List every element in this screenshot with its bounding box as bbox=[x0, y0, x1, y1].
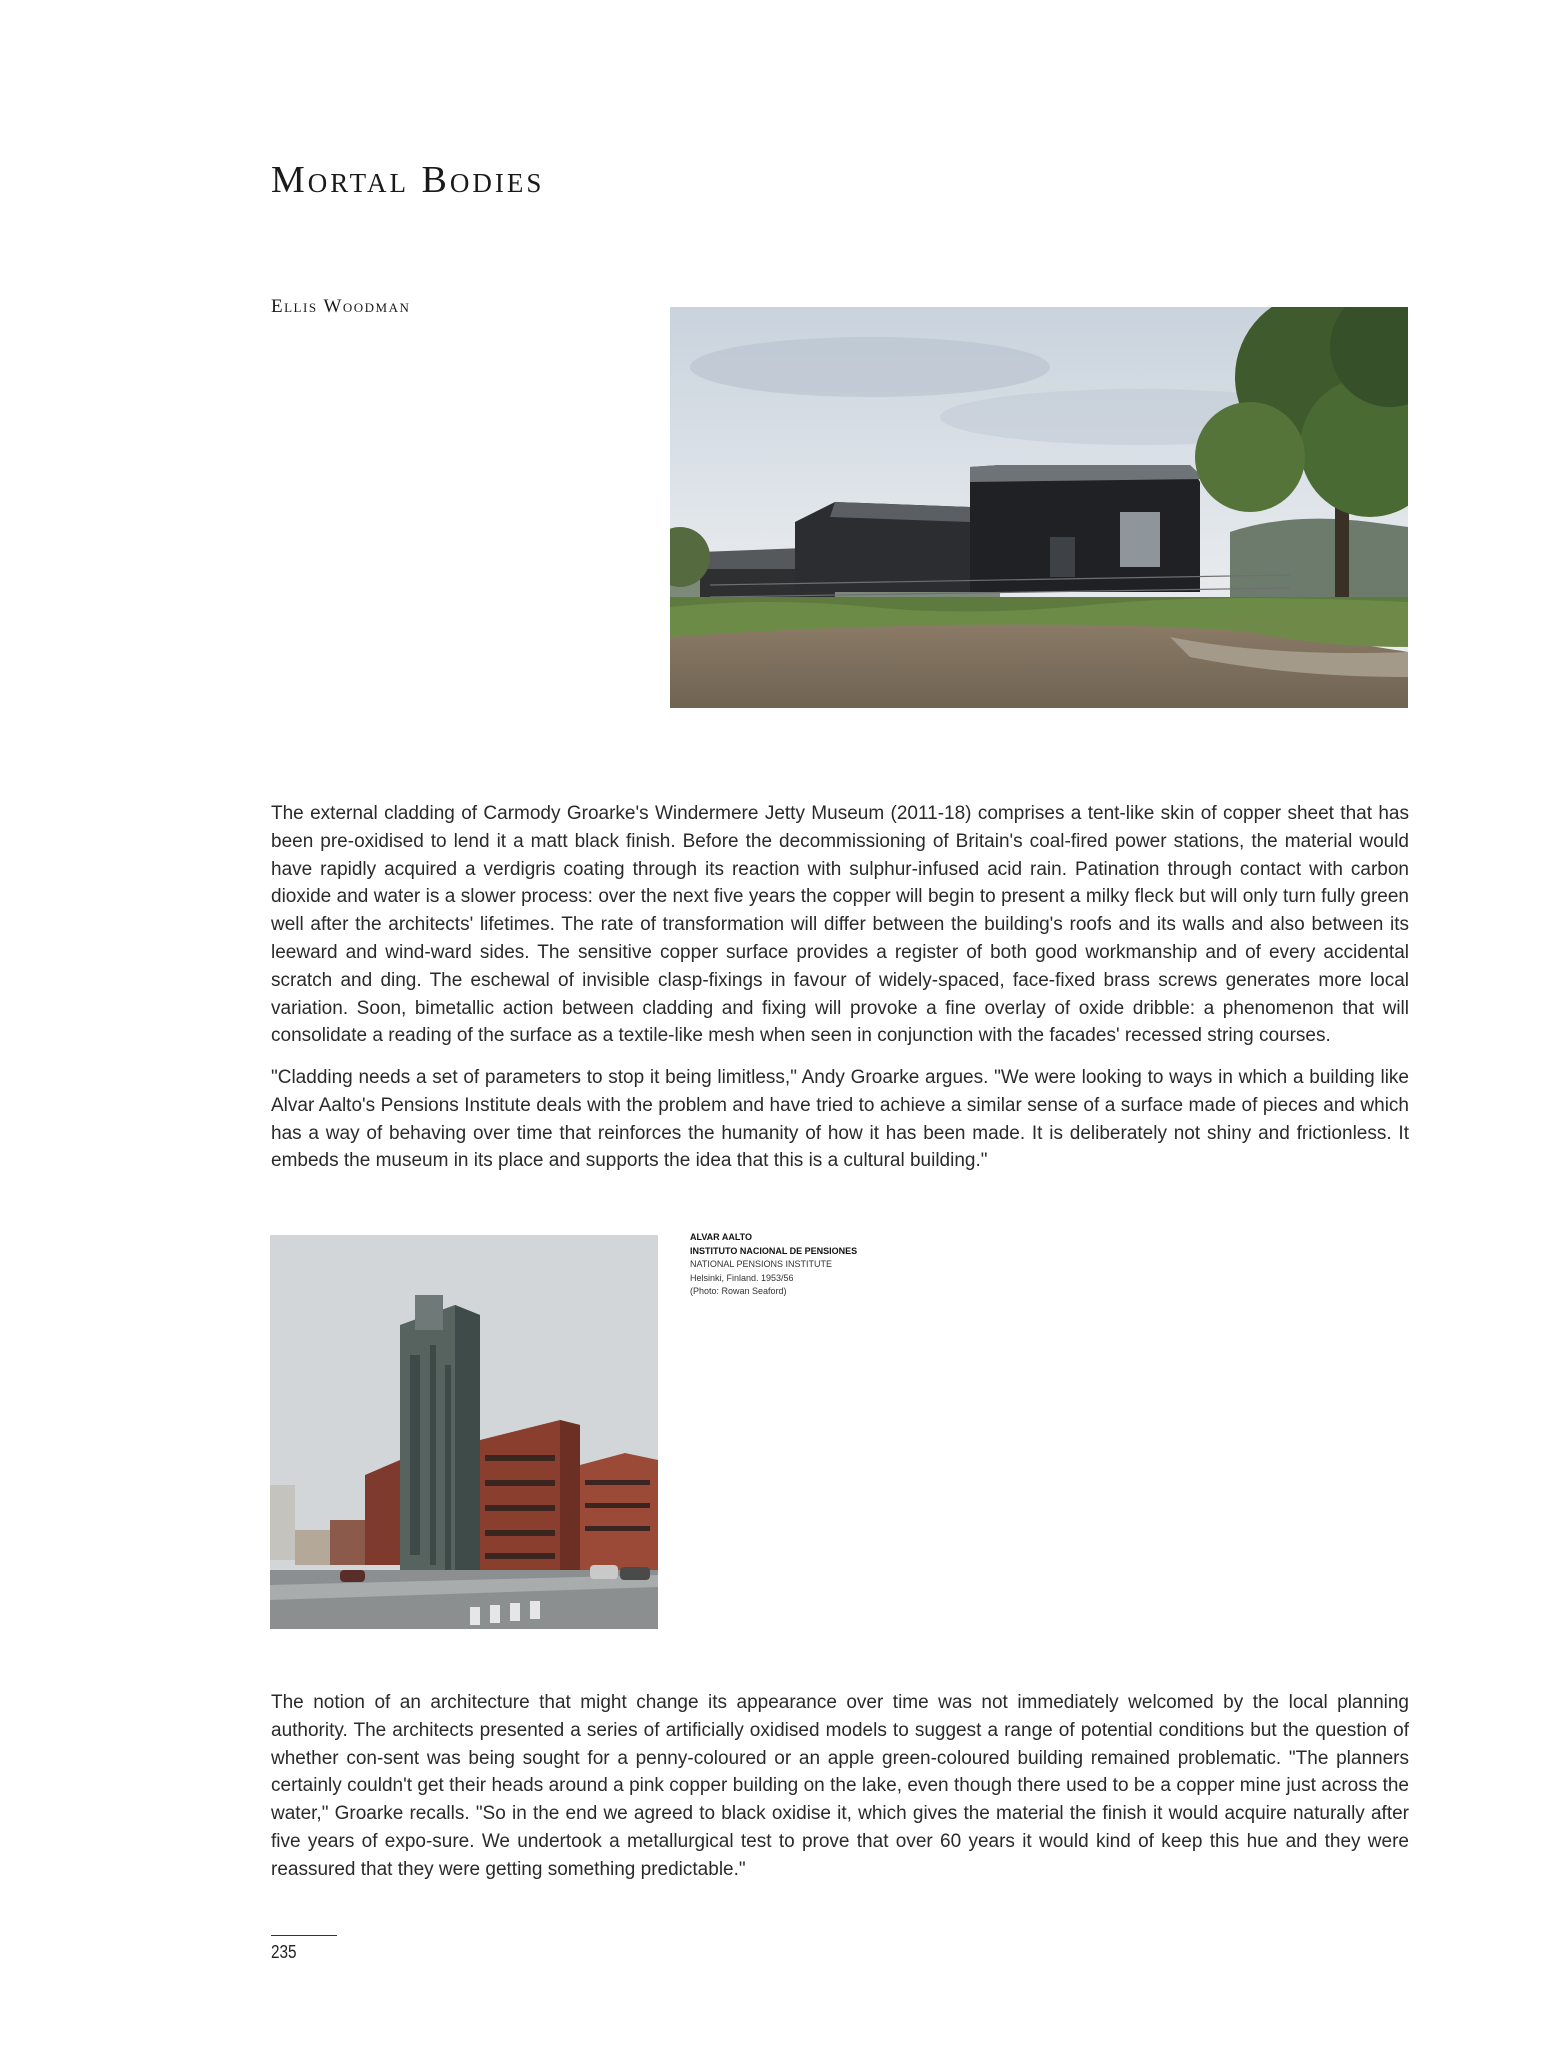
caption-architect: ALVAR AALTO bbox=[690, 1232, 752, 1242]
windermere-museum-photo bbox=[670, 307, 1408, 708]
page-number: 235 bbox=[271, 1942, 297, 1962]
photo-caption bbox=[690, 1231, 950, 1299]
body-paragraph: The external cladding of Carmody Groarke's Windermere Jetty Museum (2011-18) comprises a tent-like skin of copper sheet that has been pre-oxidised to lend it a matt black finish. Before the decommissioning of Britain's coal-fired power stations, the material would have rapidly acquired a verdigris coating through its reaction with sulphur-infused acid rain. Patination through contact with carbon dioxide and water is a slower process: over the next five years the copper will begin to present a milky fleck but will only turn fully green well after the architects' lifetimes. The rate of transformation will differ between the building's roofs and its walls and also between its leeward and wind-ward sides. The sensitive copper surface provides a register of both good workmanship and of every accidental scratch and ding. The eschewal of invisible clasp-fixings in favour of widely-spaced, face-fixed brass screws generates more local variation. Soon, bimetallic action between cladding and fixing will provoke a fine overlay of oxide dribble: a phenomenon that will consolidate a reading of the surface as a textile-like mesh when seen in conjunction with the facades' recessed string courses. bbox=[271, 803, 1409, 1047]
article-author: Ellis Woodman bbox=[271, 296, 411, 317]
folio-rule bbox=[271, 1935, 337, 1936]
body-paragraph: "Cladding needs a set of parameters to stop it being limitless," Andy Groarke argues. "We were looking to ways in which a building like Alvar Aalto's Pensions Institute deals with the problem and have tried to achieve a similar sense of a surface made of pieces and which has a way of behaving over time that reinforces the humanity of how it has been made. It is deliberately not shiny and frictionless. It embeds the museum in its place and supports the idea that this is a cultural building." bbox=[271, 1067, 1409, 1172]
caption-location: Helsinki, Finland. 1953/56 bbox=[690, 1272, 794, 1283]
caption-credit: (Photo: Rowan Seaford) bbox=[690, 1286, 787, 1296]
caption-building-en: NATIONAL PENSIONS INSTITUTE bbox=[690, 1259, 833, 1269]
caption-building: INSTITUTO NACIONAL DE PENSIONES bbox=[690, 1245, 858, 1256]
pensions-institute-photo bbox=[270, 1235, 658, 1629]
article-title: Mortal Bodies bbox=[271, 159, 545, 201]
body-paragraph: The notion of an architecture that might change its appearance over time was not immediately welcomed by the local planning authority. The architects presented a series of artificially oxidised models to suggest a range of potential conditions but the question of whether con-sent was being sought for a penny-coloured or an apple green-coloured building remained problematic. "The planners certainly couldn't get their heads around a pink copper building on the lake, even though there used to be a copper mine just across the water," Groarke recalls. "So in the end we agreed to black oxidise it, which gives the material the finish it would acquire naturally after five years of expo-sure. We undertook a metallurgical test to prove that over 60 years it would kind of keep this hue and they were reassured that they were getting something predictable." bbox=[271, 1692, 1409, 1880]
